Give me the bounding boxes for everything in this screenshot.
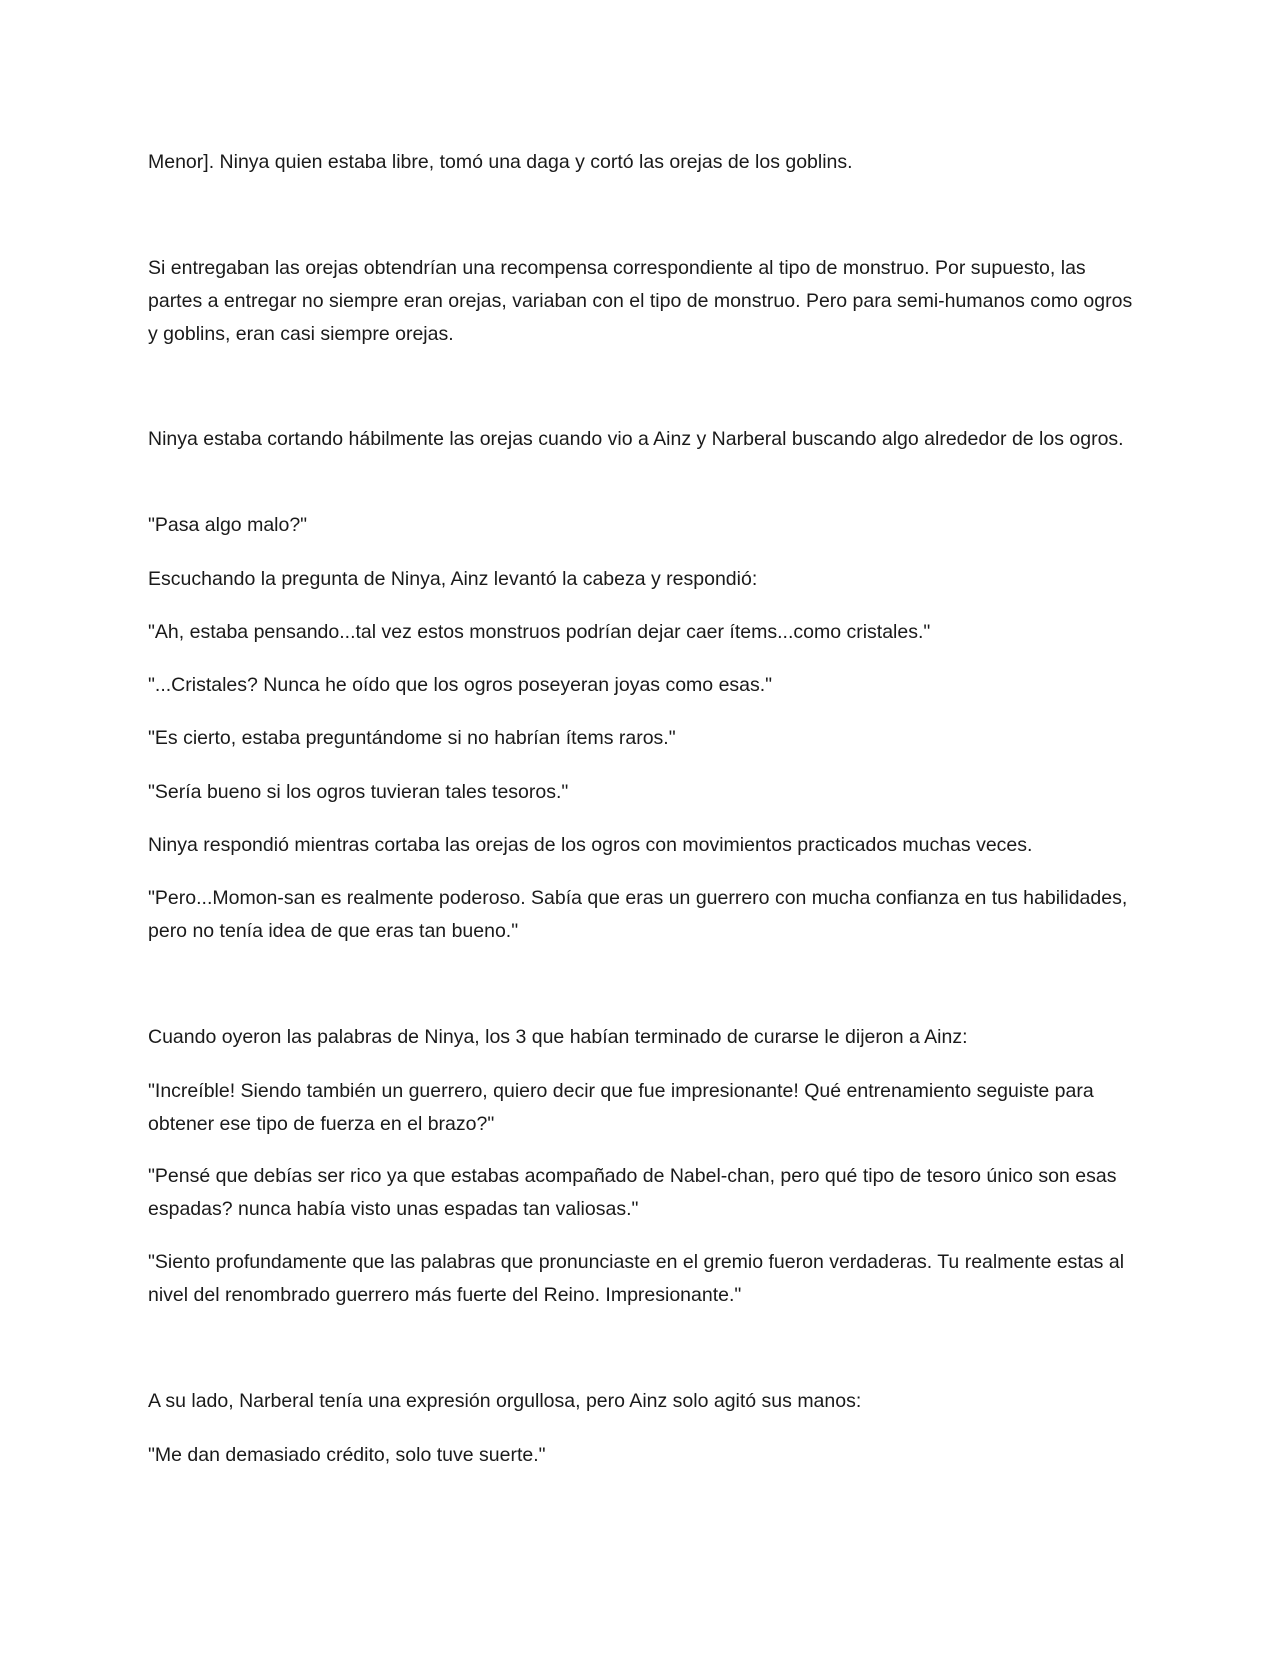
paragraph-3: Ninya estaba cortando hábilmente las orejas cuando vio a Ainz y Narberal buscando algo alrededor de los ogros. — [148, 428, 1124, 450]
paragraph-1: Menor]. Ninya quien estaba libre, tomó una daga y cortó las orejas de los goblins. — [148, 151, 853, 173]
paragraph-14: "Pensé que debías ser rico ya que estabas acompañado de Nabel-chan, pero qué tipo de tesoro único son esas espadas? nunca había visto unas espadas tan valiosas." — [148, 1165, 1117, 1220]
paragraph-10: Ninya respondió mientras cortaba las orejas de los ogros con movimientos practicados muchas veces. — [148, 834, 1033, 856]
paragraph-6: "Ah, estaba pensando...tal vez estos monstruos podrían dejar caer ítems...como cristales." — [148, 621, 931, 643]
paragraph-17: "Me dan demasiado crédito, solo tuve suerte." — [148, 1444, 546, 1466]
paragraph-13: "Increíble! Siendo también un guerrero, quiero decir que fue impresionante! Qué entrenamiento seguiste para obtener ese tipo de fuerza en el brazo?" — [148, 1080, 1094, 1135]
paragraph-8: "Es cierto, estaba preguntándome si no habrían ítems raros." — [148, 727, 676, 749]
paragraph-15: "Siento profundamente que las palabras que pronunciaste en el gremio fueron verdaderas. Tu realmente estas al nivel del renombrado guerrero más fuerte del Reino. Impresionante." — [148, 1251, 1125, 1306]
paragraph-7: "...Cristales? Nunca he oído que los ogros poseyeran joyas como esas." — [148, 674, 773, 696]
paragraph-11: "Pero...Momon-san es realmente poderoso. Sabía que eras un guerrero con mucha confianza en tus habilidades, pero no tenía idea de que eras tan bueno." — [148, 887, 1128, 942]
paragraph-12: Cuando oyeron las palabras de Ninya, los 3 que habían terminado de curarse le dijeron a Ainz: — [148, 1026, 968, 1048]
paragraph-9: "Sería bueno si los ogros tuvieran tales tesoros." — [148, 781, 569, 803]
paragraph-2: Si entregaban las orejas obtendrían una recompensa correspondiente al tipo de monstruo. Por supuesto, las partes a entregar no siempre eran orejas, variaban con el tipo de monstruo. Pero para semi-humanos como ogros y goblins, eran casi siempre orejas. — [148, 257, 1133, 345]
paragraph-4: "Pasa algo malo?" — [148, 514, 308, 536]
paragraph-5: Escuchando la pregunta de Ninya, Ainz levantó la cabeza y respondió: — [148, 568, 758, 590]
paragraph-16: A su lado, Narberal tenía una expresión orgullosa, pero Ainz solo agitó sus manos: — [148, 1390, 862, 1412]
